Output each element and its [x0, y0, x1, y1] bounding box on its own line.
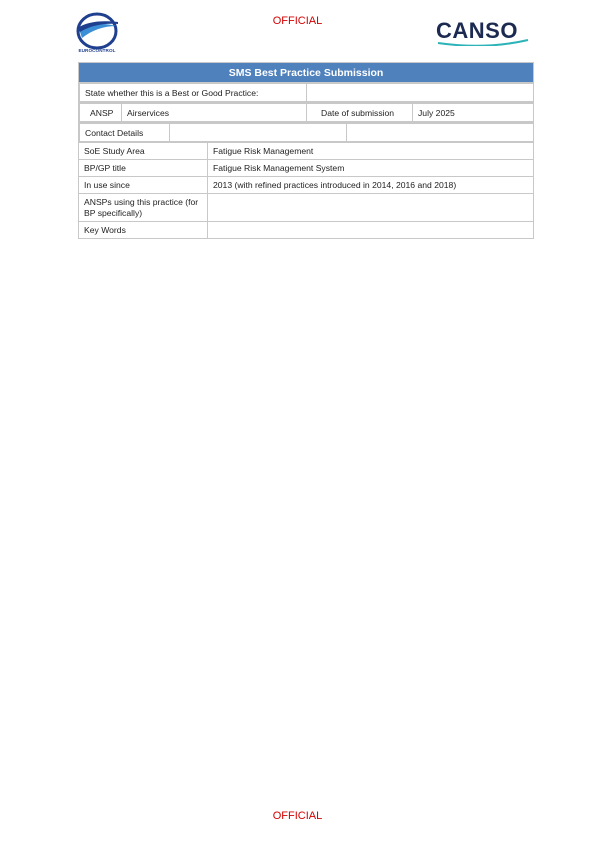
eurocontrol-emblem-icon — [74, 12, 120, 50]
ansps-using-label: ANSPs using this practice (for BP specifically) — [79, 194, 208, 222]
table-row — [79, 160, 534, 177]
contact-label: Contact Details — [80, 124, 170, 142]
bp-title-label: BP/GP title — [79, 160, 208, 177]
ansps-using-field[interactable] — [208, 194, 534, 222]
submission-form-table — [78, 62, 534, 239]
bp-title-field[interactable]: Fatigue Risk Management System — [208, 160, 534, 177]
contact-row — [79, 123, 534, 143]
ansp-label: ANSP — [80, 104, 122, 122]
practice-type-row — [79, 83, 534, 103]
table-row — [79, 194, 534, 222]
contact-field-2[interactable] — [347, 124, 534, 142]
form-title: SMS Best Practice Submission — [79, 63, 534, 83]
classification-label-bottom: OFFICIAL — [272, 810, 323, 822]
table-row — [79, 222, 534, 239]
eurocontrol-logo-text: EUROCONTROL — [78, 48, 116, 53]
eurocontrol-logo — [74, 12, 120, 56]
classification-label-top: OFFICIAL — [272, 15, 323, 27]
study-area-field[interactable]: Fatigue Risk Management — [208, 143, 534, 160]
contact-field-1[interactable] — [170, 124, 347, 142]
practice-type-field[interactable] — [307, 84, 534, 102]
study-area-label: SoE Study Area — [79, 143, 208, 160]
date-label: Date of submission — [307, 104, 413, 122]
in-use-since-field[interactable]: 2013 (with refined practices introduced in 2014, 2016 and 2018) — [208, 177, 534, 194]
canso-logo-text: CANSO — [436, 18, 518, 43]
practice-type-label: State whether this is a Best or Good Practice: — [80, 84, 307, 102]
date-field[interactable]: July 2025 — [413, 104, 534, 122]
key-words-label: Key Words — [79, 222, 208, 239]
key-words-field[interactable] — [208, 222, 534, 239]
ansp-field[interactable]: Airservices — [122, 104, 307, 122]
canso-swoosh-icon — [436, 18, 532, 46]
table-row — [79, 143, 534, 160]
in-use-since-label: In use since — [79, 177, 208, 194]
canso-logo — [436, 18, 532, 46]
table-row — [79, 177, 534, 194]
ansp-date-row — [79, 103, 534, 123]
